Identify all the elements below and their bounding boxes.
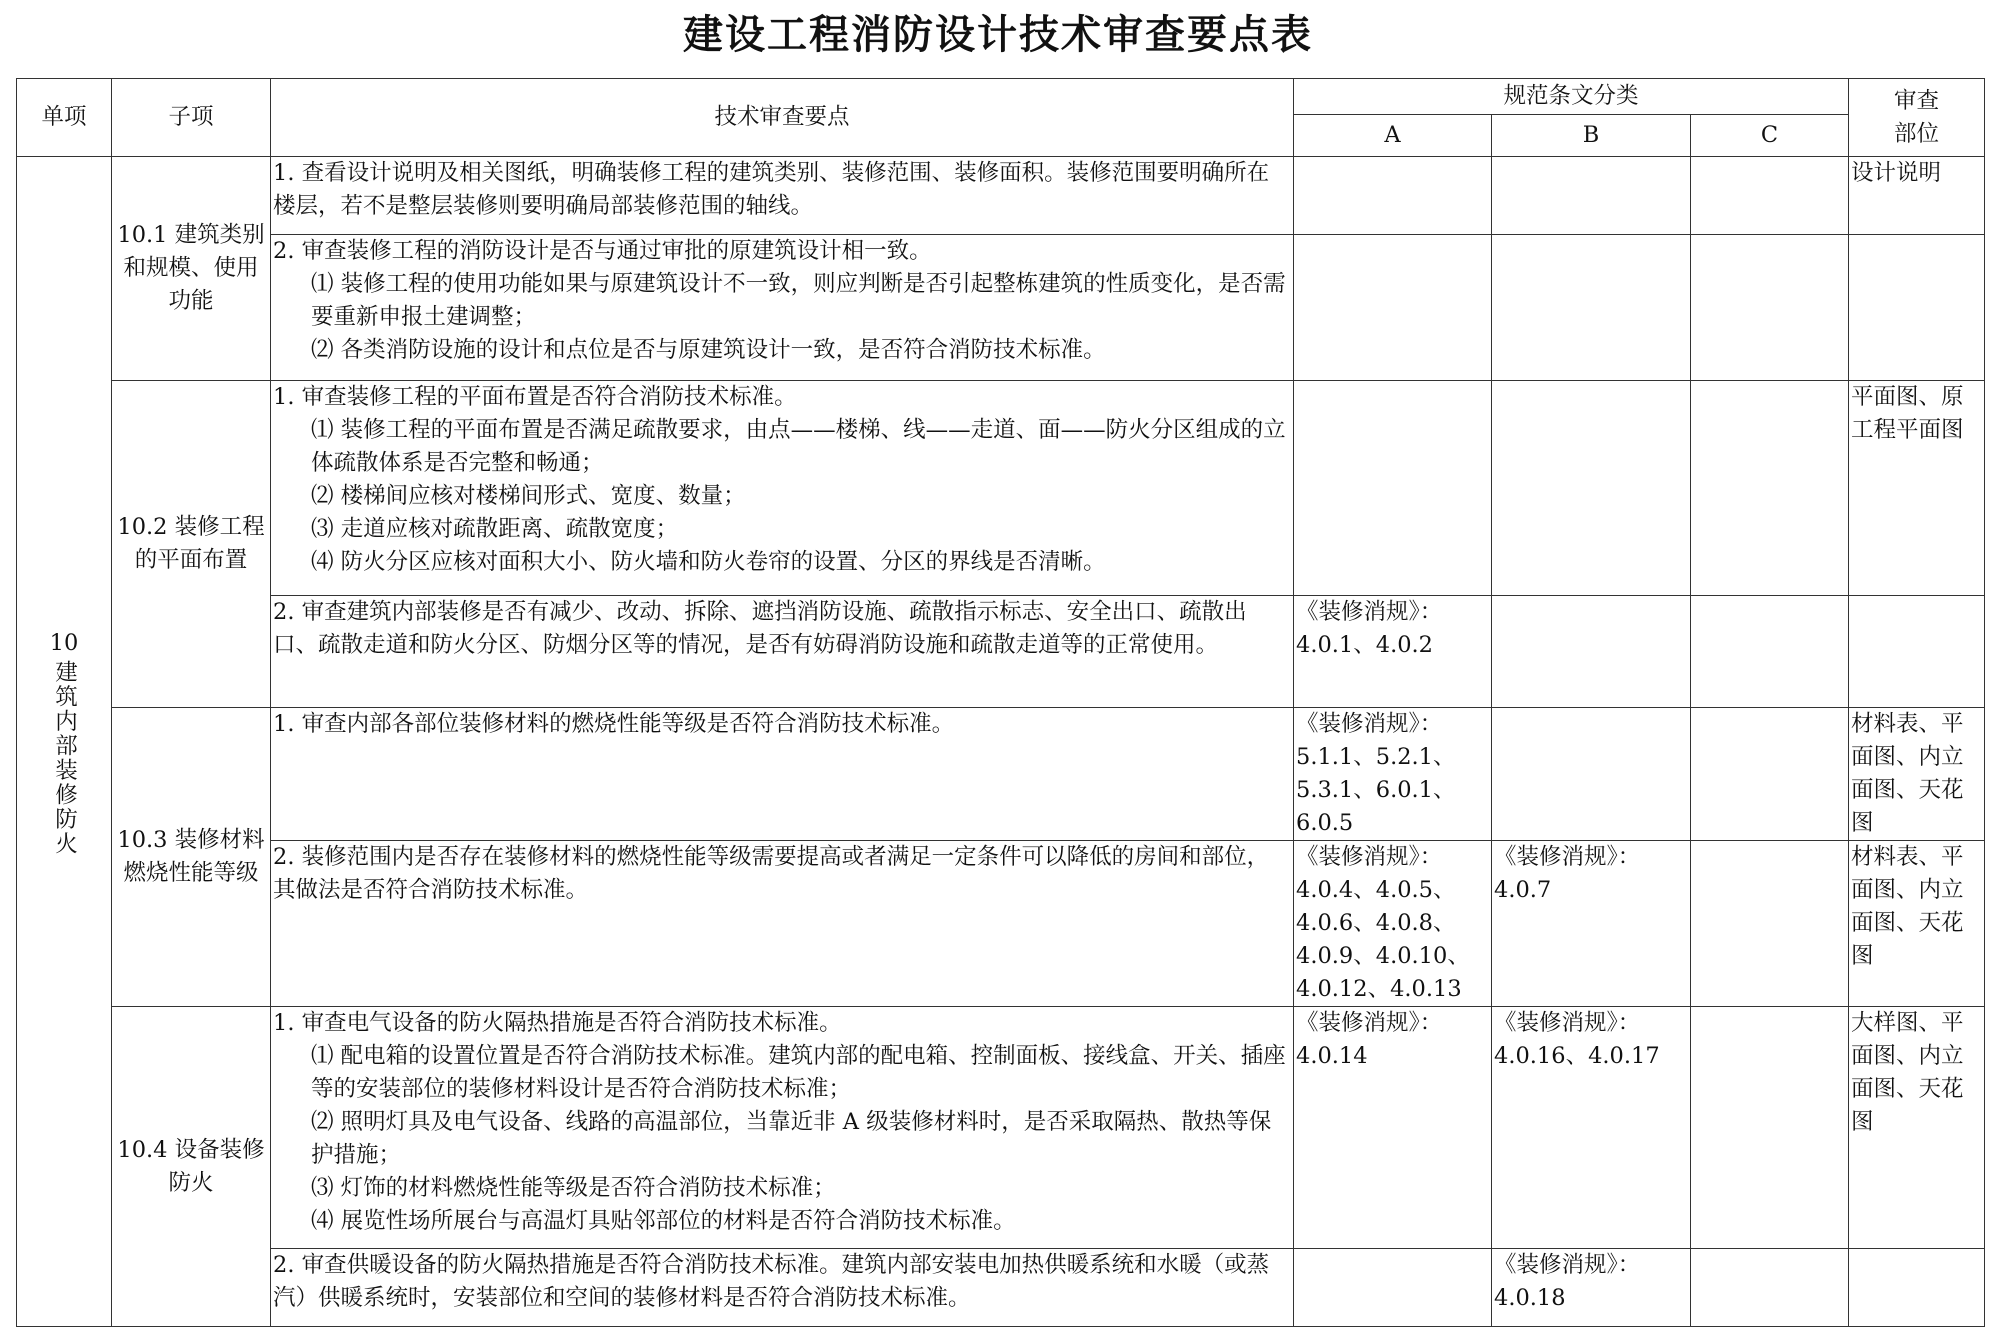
review-part-cell: 大样图、平面图、内立面图、天花图 — [1849, 1007, 1985, 1249]
spec-ref-a — [1294, 1249, 1492, 1327]
spec-ref-b — [1492, 381, 1691, 596]
header-spec: 规范条文分类 — [1294, 79, 1849, 115]
spec-ref-c — [1691, 381, 1849, 596]
spec-ref-b — [1492, 1007, 1691, 1249]
review-part-cell — [1849, 1249, 1985, 1327]
review-point-sub: ⑵ 楼梯间应核对楼梯间形式、宽度、数量； — [311, 483, 746, 509]
table-row — [17, 1249, 1985, 1327]
unit-name: 建筑内部装修防火 — [51, 660, 78, 856]
spec-ref-b — [1492, 708, 1691, 841]
header-unit: 单项 — [17, 79, 112, 157]
spec-ref-line: 《装修消规》： — [1296, 599, 1443, 625]
spec-ref-c — [1691, 708, 1849, 841]
spec-ref-c — [1691, 1007, 1849, 1249]
spec-ref-line: 4.0.7 — [1494, 877, 1552, 903]
spec-ref-a — [1294, 708, 1492, 841]
review-point-sub: ⑴ 装修工程的平面布置是否满足疏散要求，由点——楼梯、线——走道、面——防火分区组成的立体疏散体系是否完整和畅通； — [311, 417, 1286, 476]
subitem-cell: 10.3 装修材料燃烧性能等级 — [112, 708, 271, 1007]
spec-ref-line: 《装修消规》： — [1494, 1252, 1641, 1278]
review-point-lead: 1. 查看设计说明及相关图纸，明确装修工程的建筑类别、装修范围、装修面积。装修范围要明确所在楼层，若不是整层装修则要明确局部装修范围的轴线。 — [273, 160, 1270, 219]
review-point-lead: 2. 装修范围内是否存在装修材料的燃烧性能等级需要提高或者满足一定条件可以降低的房间和部位，其做法是否符合消防技术标准。 — [273, 844, 1270, 903]
review-point-lead: 1. 审查电气设备的防火隔热措施是否符合消防技术标准。 — [273, 1010, 842, 1036]
unit-number: 10 — [49, 630, 79, 656]
review-point-lead: 1. 审查内部各部位装修材料的燃烧性能等级是否符合消防技术标准。 — [273, 711, 955, 737]
review-point-cell — [271, 596, 1294, 708]
review-point-cell — [271, 1007, 1294, 1249]
spec-ref-b — [1492, 841, 1691, 1007]
spec-ref-line: 《装修消规》： — [1494, 844, 1641, 870]
review-part-cell: 材料表、平面图、内立面图、天花图 — [1849, 708, 1985, 841]
spec-ref-line: 5.1.1、5.2.1、 — [1296, 744, 1456, 770]
review-point-lead: 2. 审查供暖设备的防火隔热措施是否符合消防技术标准。建筑内部安装电加热供暖系统和水暖（或蒸汽）供暖系统时，安装部位和空间的装修材料是否符合消防技术标准。 — [273, 1252, 1270, 1311]
table-row — [17, 1007, 1985, 1249]
spec-ref-c — [1691, 841, 1849, 1007]
spec-ref-line: 6.0.5 — [1296, 810, 1354, 836]
review-point-sub: ⑴ 配电箱的设置位置是否符合消防技术标准。建筑内部的配电箱、控制面板、接线盒、开关、插座等的安装部位的装修材料设计是否符合消防技术标准； — [311, 1043, 1286, 1102]
review-table — [16, 78, 1985, 1327]
header-part: 审查部位 — [1849, 79, 1985, 157]
table-row — [17, 596, 1985, 708]
review-part-cell — [1849, 596, 1985, 708]
review-point-sub: ⑴ 装修工程的使用功能如果与原建筑设计不一致，则应判断是否引起整栋建筑的性质变化，是否需要重新申报土建调整； — [311, 271, 1286, 330]
spec-ref-a — [1294, 157, 1492, 235]
review-point-sub: ⑵ 照明灯具及电气设备、线路的高温部位，当靠近非 A 级装修材料时，是否采取隔热、散热等保护措施； — [311, 1109, 1272, 1168]
spec-ref-a — [1294, 841, 1492, 1007]
table-row — [17, 381, 1985, 596]
review-part-cell: 材料表、平面图、内立面图、天花图 — [1849, 841, 1985, 1007]
subitem-cell: 10.2 装修工程的平面布置 — [112, 381, 271, 708]
review-part-cell — [1849, 235, 1985, 381]
review-point-lead: 1. 审查装修工程的平面布置是否符合消防技术标准。 — [273, 384, 797, 410]
review-part-cell: 设计说明 — [1849, 157, 1985, 235]
review-point-lead: 2. 审查建筑内部装修是否有减少、改动、拆除、遮挡消防设施、疏散指示标志、安全出口、疏散出口、疏散走道和防火分区、防烟分区等的情况，是否有妨碍消防设施和疏散走道等的正常使用。 — [273, 599, 1247, 658]
header-col-b: B — [1492, 115, 1691, 157]
spec-ref-b — [1492, 596, 1691, 708]
table-row — [17, 708, 1985, 841]
review-point-sub: ⑷ 展览性场所展台与高温灯具贴邻部位的材料是否符合消防技术标准。 — [311, 1208, 1016, 1234]
review-point-sub: ⑷ 防火分区应核对面积大小、防火墙和防火卷帘的设置、分区的界线是否清晰。 — [311, 549, 1106, 575]
review-point-cell — [271, 708, 1294, 841]
table-row — [17, 235, 1985, 381]
spec-ref-line: 4.0.16、4.0.17 — [1494, 1043, 1660, 1069]
spec-ref-a — [1294, 596, 1492, 708]
spec-ref-line: 4.0.6、4.0.8、 — [1296, 910, 1456, 936]
spec-ref-line: 4.0.9、4.0.10、 — [1296, 943, 1470, 969]
spec-ref-line: 《装修消规》： — [1296, 844, 1443, 870]
subitem-cell: 10.1 建筑类别和规模、使用功能 — [112, 157, 271, 381]
spec-ref-a — [1294, 381, 1492, 596]
spec-ref-line: 4.0.14 — [1296, 1043, 1368, 1069]
spec-ref-c — [1691, 157, 1849, 235]
spec-ref-c — [1691, 235, 1849, 381]
spec-ref-line: 4.0.4、4.0.5、 — [1296, 877, 1456, 903]
header-col-c: C — [1691, 115, 1849, 157]
review-point-cell — [271, 157, 1294, 235]
spec-ref-line: 4.0.18 — [1494, 1285, 1566, 1311]
header-subitem: 子项 — [112, 79, 271, 157]
spec-ref-line: 4.0.12、4.0.13 — [1296, 976, 1462, 1002]
spec-ref-line: 5.3.1、6.0.1、 — [1296, 777, 1456, 803]
spec-ref-a — [1294, 1007, 1492, 1249]
subitem-cell: 10.4 设备装修防火 — [112, 1007, 271, 1327]
spec-ref-line: 《装修消规》： — [1296, 711, 1443, 737]
spec-ref-a — [1294, 235, 1492, 381]
review-point-sub: ⑶ 灯饰的材料燃烧性能等级是否符合消防技术标准； — [311, 1175, 836, 1201]
spec-ref-line: 《装修消规》： — [1494, 1010, 1641, 1036]
review-point-cell — [271, 841, 1294, 1007]
header-points: 技术审查要点 — [271, 79, 1294, 157]
review-point-lead: 2. 审查装修工程的消防设计是否与通过审批的原建筑设计相一致。 — [273, 238, 932, 264]
review-point-cell — [271, 381, 1294, 596]
spec-ref-c — [1691, 1249, 1849, 1327]
spec-ref-b — [1492, 157, 1691, 235]
review-point-sub: ⑶ 走道应核对疏散距离、疏散宽度； — [311, 516, 679, 542]
spec-ref-line: 《装修消规》： — [1296, 1010, 1443, 1036]
spec-ref-line: 4.0.1、4.0.2 — [1296, 632, 1433, 658]
spec-ref-b — [1492, 235, 1691, 381]
review-point-cell — [271, 1249, 1294, 1327]
spec-ref-c — [1691, 596, 1849, 708]
review-part-cell: 平面图、原工程平面图 — [1849, 381, 1985, 596]
review-point-sub: ⑵ 各类消防设施的设计和点位是否与原建筑设计一致，是否符合消防技术标准。 — [311, 337, 1106, 363]
table-row — [17, 157, 1985, 235]
header-col-a: A — [1294, 115, 1492, 157]
table-row — [17, 841, 1985, 1007]
unit-cell — [17, 157, 112, 1327]
page-title: 建设工程消防设计技术审查要点表 — [683, 11, 1313, 58]
review-point-cell — [271, 235, 1294, 381]
spec-ref-b — [1492, 1249, 1691, 1327]
